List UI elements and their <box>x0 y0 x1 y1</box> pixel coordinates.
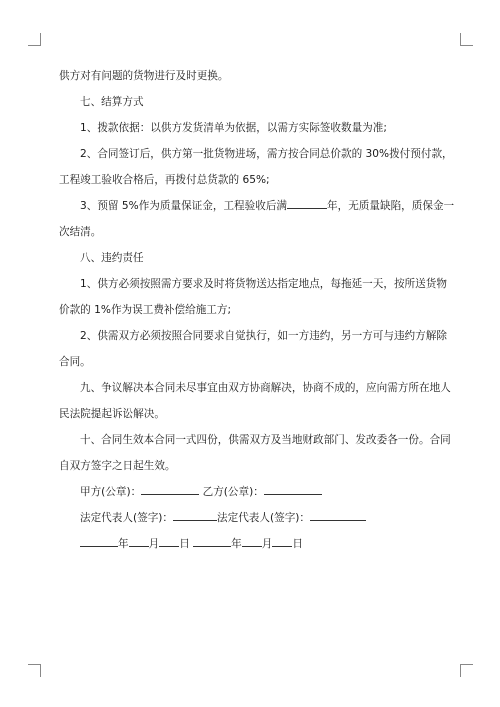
date-a-day-label: 日 <box>179 538 190 550</box>
paragraph-payment-basis: 1、拨款依据：以供方发货清单为依据，以需方实际签收数量为准; <box>80 122 387 134</box>
section-heading-liability: 八、违约责任 <box>80 252 144 264</box>
party-b-seal-blank <box>264 482 322 495</box>
date-b-month-label: 月 <box>261 538 273 550</box>
party-b-rep-label: 法定代表人(签字)： <box>217 512 311 524</box>
date-b-year-label: 年 <box>231 538 242 550</box>
paragraph-breach-cont: 合同。 <box>59 356 91 368</box>
signature-seal-line <box>59 482 443 502</box>
paragraph-breach: 2、供需双方必须按照合同要求自觉执行，如一方违约，另一方可与违约方解除 <box>80 330 447 342</box>
paragraph-warranty <box>59 196 455 216</box>
party-b-seal-label: 乙方(公章)： <box>202 486 264 498</box>
paragraph-replacement: 供方对有问题的货物进行及时更换。 <box>59 70 229 82</box>
paragraph-delivery-delay: 1、供方必须按照需方要求及时将货物送达指定地点，每拖延一天，按所送货物 <box>80 278 447 290</box>
paragraph-effectiveness-cont: 自双方签字之日起生效。 <box>59 460 176 472</box>
warranty-text-post: 年，无质量缺陷，质保金一 <box>327 200 455 212</box>
party-a-rep-blank <box>173 508 217 521</box>
paragraph-effectiveness: 十、合同生效本合同一式四份，供需双方及当地财政部门、发改委各一份。合同 <box>80 434 451 446</box>
crop-mark-top-right <box>460 33 473 46</box>
date-a-day-blank <box>159 534 179 547</box>
party-a-seal-label: 甲方(公章)： <box>80 486 142 498</box>
crop-mark-top-left <box>28 33 41 46</box>
date-a-year-blank <box>80 534 118 547</box>
document-body <box>59 66 455 554</box>
paragraph-warranty-cont: 次结清。 <box>59 226 102 238</box>
date-b-year-blank <box>193 534 231 547</box>
date-b-month-blank <box>242 534 262 547</box>
paragraph-advance-payment-cont: 工程竣工验收合格后，再拨付总货款的 65%; <box>59 174 270 186</box>
warranty-text-pre: 3、预留 5%作为质量保证金，工程验收后满 <box>80 200 288 212</box>
paragraph-dispute-cont: 民法院提起诉讼解决。 <box>59 408 165 420</box>
party-a-seal-blank <box>141 482 199 495</box>
date-b-day-label: 日 <box>292 538 303 550</box>
section-heading-settlement: 七、结算方式 <box>80 96 144 108</box>
date-b-day-blank <box>272 534 292 547</box>
crop-mark-bottom-right <box>460 664 473 677</box>
date-a-month-blank <box>129 534 149 547</box>
date-a-year-label: 年 <box>118 538 129 550</box>
signature-representative-line <box>59 508 443 528</box>
warranty-years-blank <box>287 196 327 209</box>
party-a-rep-label: 法定代表人(签字)： <box>80 512 174 524</box>
paragraph-delivery-delay-cont: 价款的 1%作为误工费补偿给施工方; <box>59 304 232 316</box>
date-a-month-label: 月 <box>148 538 160 550</box>
paragraph-advance-payment: 2、合同签订后，供方第一批货物进场，需方按合同总价款的 30%拨付预付款， <box>80 148 453 160</box>
paragraph-dispute: 九、争议解决本合同未尽事宜由双方协商解决，协商不成的，应向需方所在地人 <box>80 382 451 394</box>
crop-mark-bottom-left <box>28 664 41 677</box>
signature-date-line <box>59 534 443 554</box>
party-b-rep-blank <box>310 508 366 521</box>
